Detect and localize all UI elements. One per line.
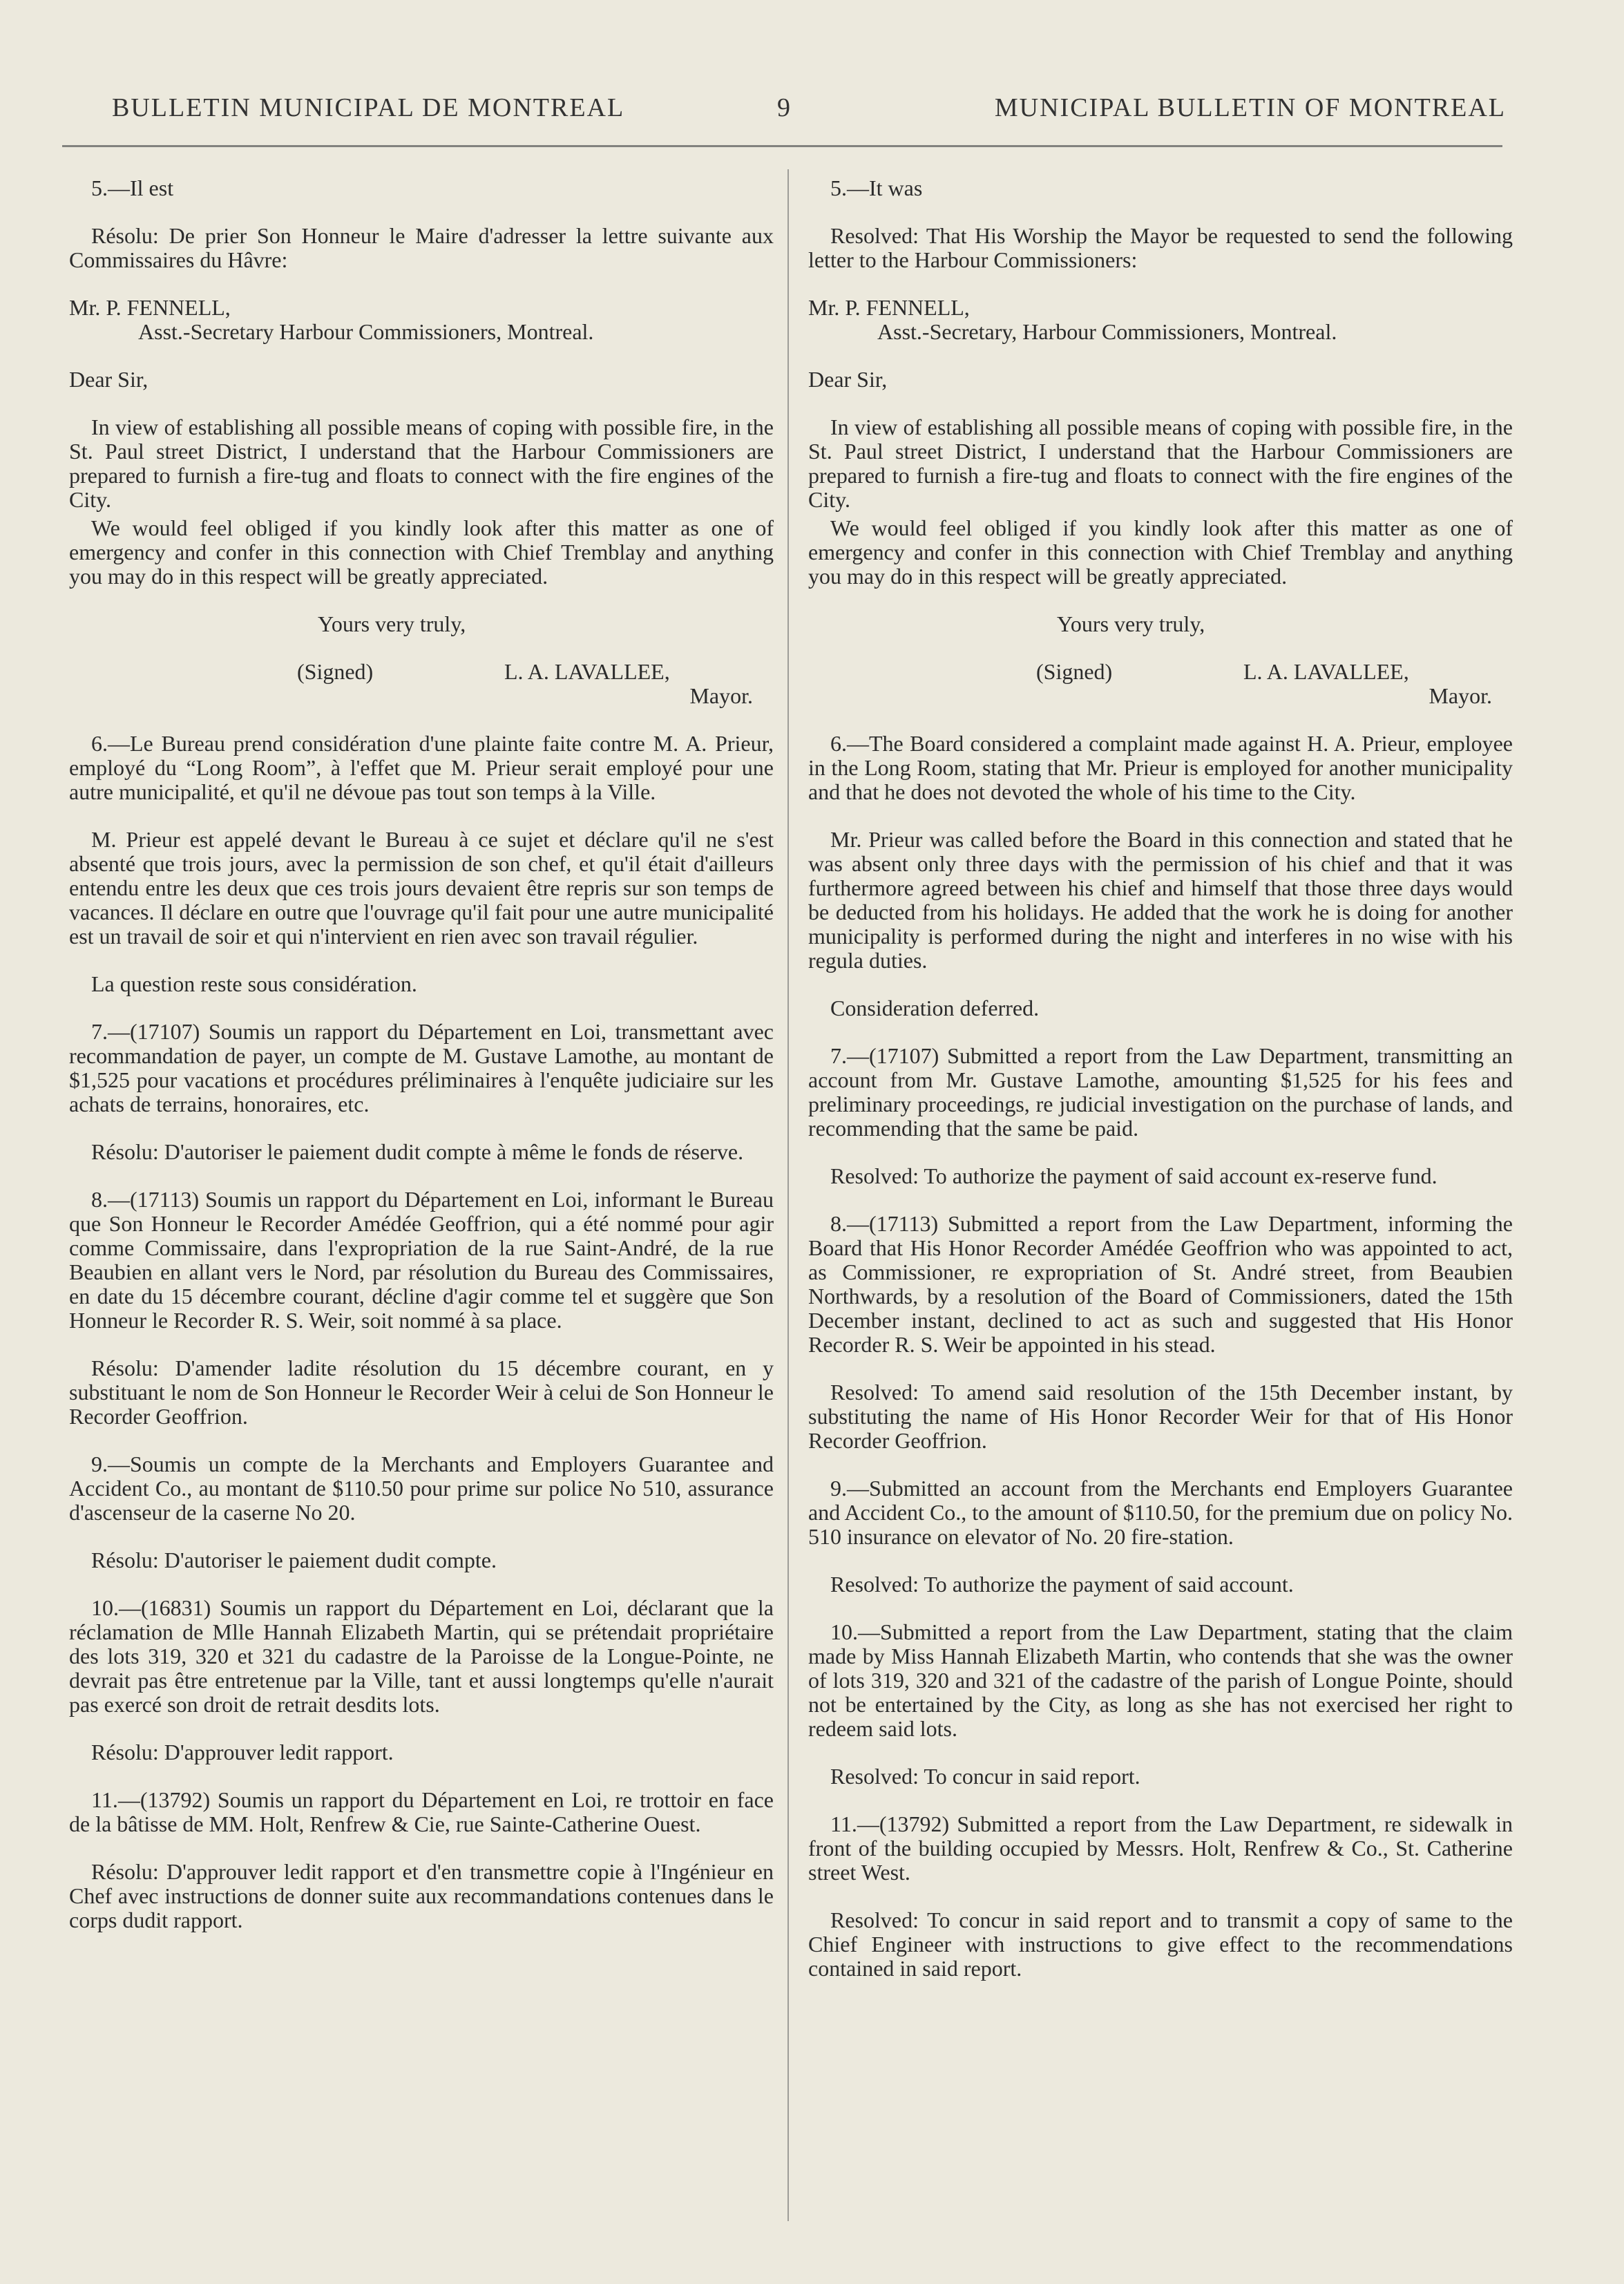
fr-item6-complaint: 6.—Le Bureau prend considération d'une plainte faite contre M. A. Prieur, employé du “Long Room”, à l'effet que M. Prieur serait employé pour une autre municipalité, et qu'il ne dévoue pas tout son temps à la Ville. xyxy=(69,731,774,804)
fr-item8-report: 8.—(17113) Soumis un rapport du Département en Loi, informant le Bureau que Son Honneur le Recorder Amédée Geoffrion, qui a été nommé pour agir comme Commissaire, dans l'expropriation de la rue Saint-André, de la rue Beaubien en allant vers le Nord, par résolution du Bureau des Commissaires, en date du 15 décembre courant, décline d'agir comme tel et suggère que Son Honneur le Recorder R. S. Weir, soit nommé à sa place. xyxy=(69,1187,774,1333)
en-item7-report: 7.—(17107) Submitted a report from the Law Department, transmitting an account from Mr. Gustave Lamothe, amounting $1,525 for his fees and preliminary proceedings, re judicial investigation on the purchase of lands, and recommending that the same be paid. xyxy=(808,1043,1513,1141)
header-rule xyxy=(62,145,1502,147)
fr-salutation: Dear Sir, xyxy=(69,367,149,392)
en-letter-paragraph-1: In view of establishing all possible means of coping with possible fire, in the St. Paul street District, I understand that the Harbour Commissioners are prepared to furnish a fire-tug and floats to connect with the fire engines of the City. xyxy=(808,415,1513,512)
fr-closing: Yours very truly, xyxy=(318,611,466,636)
fr-item11-resolution: Résolu: D'approuver ledit rapport et d'en transmettre copie à l'Ingénieur en Chef avec instructions de donner suite aux recommandations contenues dans le corps dudit rapport. xyxy=(69,1859,774,1932)
column-divider xyxy=(787,169,789,2221)
fr-addressee-name: Mr. P. FENNELL, xyxy=(69,295,231,320)
page-number: 9 xyxy=(777,93,792,122)
fr-item6-statement: M. Prieur est appelé devant le Bureau à ce sujet et déclare qu'il ne s'est absenté que trois jours, avec la permission de son chef, et qu'il était d'ailleurs entendu entre les deux que ces trois jours devaient être repris sur son temps de vacances. Il déclare en outre que l'ouvrage qu'il fait pour une autre municipalité est un travail de soir et qui n'intervient en rien avec son travail régulier. xyxy=(69,827,774,949)
en-item5-heading: 5.—It was xyxy=(830,175,923,200)
fr-item5-resolution: Résolu: De prier Son Honneur le Maire d'adresser la lettre suivante aux Commissaires du Hâvre: xyxy=(69,223,774,272)
fr-signer-title: Mayor. xyxy=(689,683,753,708)
en-item8-resolution: Resolved: To amend said resolution of the 15th December instant, by substituting the name of His Honor Recorder Weir for that of His Honor Recorder Geoffrion. xyxy=(808,1380,1513,1453)
french-column xyxy=(69,176,774,1956)
en-signer-name: L. A. LAVALLEE, xyxy=(1243,659,1409,684)
en-item11-resolution: Resolved: To concur in said report and to transmit a copy of same to the Chief Engineer with instructions to give effect to the recommendations contained in said report. xyxy=(808,1907,1513,1981)
fr-item9-account: 9.—Soumis un compte de la Merchants and Employers Guarantee and Accident Co., au montant de $110.50 pour prime sur police No 510, assurance d'ascenseur de la caserne No 20. xyxy=(69,1452,774,1525)
fr-item7-report: 7.—(17107) Soumis un rapport du Département en Loi, transmettant avec recommandation de payer, un compte de M. Gustave Lamothe, au montant de $1,525 pour vacations et procédures préliminaires à l'enquête judiciaire sur les achats de terrains, honoraires, etc. xyxy=(69,1019,774,1116)
english-column xyxy=(808,176,1513,2004)
fr-addressee-title: Asst.-Secretary Harbour Commissioners, Montreal. xyxy=(138,319,594,344)
en-item8-report: 8.—(17113) Submitted a report from the Law Department, informing the Board that His Honor Recorder Amédée Geoffrion who was appointed to act, as Commissioner, re expropriation of St. André street, from Beaubien Northwards, by a resolution of the Board of Commissioners, dated the 15th December instant, declined to act as such and suggested that His Honor Recorder R. S. Weir be appointed in his stead. xyxy=(808,1211,1513,1357)
fr-item7-resolution: Résolu: D'autoriser le paiement dudit compte à même le fonds de réserve. xyxy=(91,1139,744,1164)
en-item6-outcome: Consideration deferred. xyxy=(830,996,1040,1020)
fr-item9-resolution: Résolu: D'autoriser le paiement dudit compte. xyxy=(91,1548,497,1572)
fr-signer-name: L. A. LAVALLEE, xyxy=(504,659,670,684)
fr-signed-label: (Signed) xyxy=(297,659,374,684)
fr-item6-outcome: La question reste sous considération. xyxy=(91,971,417,996)
fr-letter-paragraph-1: In view of establishing all possible means of coping with possible fire, in the St. Paul street District, I understand that the Harbour Commissioners are prepared to furnish a fire-tug and floats to connect with the fire engines of the City. xyxy=(69,415,774,512)
en-signer-title: Mayor. xyxy=(1429,683,1492,708)
en-addressee-title: Asst.-Secretary, Harbour Commissioners, Montreal. xyxy=(877,319,1337,344)
en-closing: Yours very truly, xyxy=(1057,611,1205,636)
fr-item10-resolution: Résolu: D'approuver ledit rapport. xyxy=(91,1740,394,1764)
en-salutation: Dear Sir, xyxy=(808,367,888,392)
fr-item10-report: 10.—(16831) Soumis un rapport du Département en Loi, déclarant que la réclamation de Mlle Hannah Elizabeth Martin, qui se prétendait propriétaire des lots 319, 320 et 321 du cadastre de la Paroisse de la Longue-Pointe, ne devrait pas être entretenue par la Ville, tant et aussi longtemps qu'elle n'aurait pas exercé son droit de retrait desdits lots. xyxy=(69,1595,774,1717)
fr-item11-report: 11.—(13792) Soumis un rapport du Département en Loi, re trottoir en face de la bâtisse de MM. Holt, Renfrew & Cie, rue Sainte-Catherine Ouest. xyxy=(69,1787,774,1836)
en-item10-resolution: Resolved: To concur in said report. xyxy=(830,1764,1140,1789)
en-item6-complaint: 6.—The Board considered a complaint made against H. A. Prieur, employee in the Long Room, stating that Mr. Prieur is employed for another municipality and that he does not devoted the whole of his time to the City. xyxy=(808,731,1513,804)
fr-item8-resolution: Résolu: D'amender ladite résolution du 15 décembre courant, en y substituant le nom de Son Honneur le Recorder Weir à celui de Son Honneur le Recorder Geoffrion. xyxy=(69,1355,774,1429)
header-french-title: BULLETIN MUNICIPAL DE MONTREAL xyxy=(112,93,625,122)
fr-signature xyxy=(69,660,774,684)
en-item11-report: 11.—(13792) Submitted a report from the Law Department, re sidewalk in front of the building occupied by Messrs. Holt, Renfrew & Co., St. Catherine street West. xyxy=(808,1811,1513,1885)
en-addressee-name: Mr. P. FENNELL, xyxy=(808,295,970,320)
fr-letter-paragraph-2: We would feel obliged if you kindly look after this matter as one of emergency and confer in this connection with Chief Tremblay and anything you may do in this respect will be greatly appreciated. xyxy=(69,515,774,589)
en-signature xyxy=(808,660,1513,684)
en-letter-paragraph-2: We would feel obliged if you kindly look after this matter as one of emergency and confer in this connection with Chief Tremblay and anything you may do in this respect will be greatly appreciated. xyxy=(808,515,1513,589)
header-english-title: MUNICIPAL BULLETIN OF MONTREAL xyxy=(994,93,1506,122)
en-item9-resolution: Resolved: To authorize the payment of said account. xyxy=(830,1572,1294,1597)
en-item6-statement: Mr. Prieur was called before the Board in this connection and stated that he was absent only three days with the permission of his chief and that it was furthermore agreed between his chief and himself that those three days would be deducted from his holidays. He added that the work he is doing for another municipality is performed during the night and interferes in no wise with his regula duties. xyxy=(808,827,1513,973)
en-item5-resolution: Resolved: That His Worship the Mayor be requested to send the following letter to the Harbour Commissioners: xyxy=(808,223,1513,272)
en-signed-label: (Signed) xyxy=(1036,659,1113,684)
en-item9-account: 9.—Submitted an account from the Merchants end Employers Guarantee and Accident Co., to the amount of $110.50, for the premium due on policy No. 510 insurance on elevator of No. 20 fire-station. xyxy=(808,1476,1513,1549)
fr-item5-heading: 5.—Il est xyxy=(91,175,174,200)
en-item7-resolution: Resolved: To authorize the payment of said account ex-reserve fund. xyxy=(830,1163,1437,1188)
en-item10-report: 10.—Submitted a report from the Law Department, stating that the claim made by Miss Hannah Elizabeth Martin, who contends that she was the owner of lots 319, 320 and 321 of the cadastre of the parish of Longue Pointe, should not be entertained by the City, as long as she has not exercised her right to redeem said lots. xyxy=(808,1619,1513,1741)
page-header xyxy=(62,88,1506,130)
